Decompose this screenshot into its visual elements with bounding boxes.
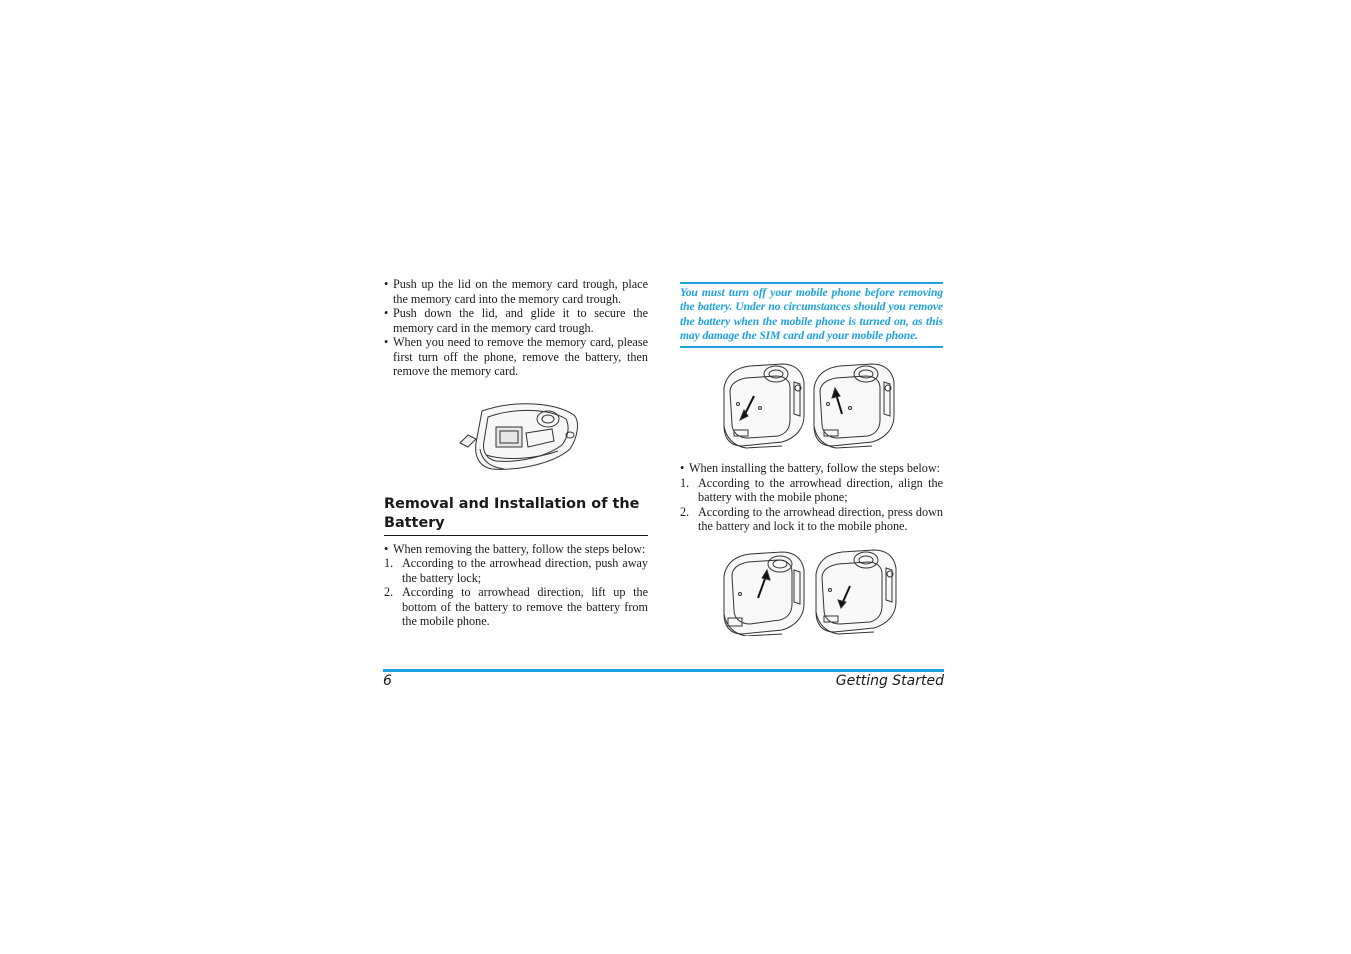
footer-chapter-title: Getting Started: [835, 673, 944, 689]
battery-removal-figure: [720, 358, 904, 450]
installation-steps-list: [680, 476, 943, 534]
list-item: • Push up the lid on the memory card trough, place the memory card into the memory card trough.: [384, 277, 648, 306]
footer-rule: [383, 669, 944, 672]
page-footer: [383, 669, 944, 689]
list-item: [680, 476, 943, 505]
step-text: According to the arrowhead direction, press down the battery and lock it to the mobile phone.: [698, 504, 943, 534]
step-text: According to the arrowhead direction, align the battery with the mobile phone;: [698, 475, 943, 505]
battery-removal-illustration: [720, 358, 904, 450]
battery-installation-figure: [720, 546, 904, 636]
list-item: [680, 505, 943, 534]
section-heading: Removal and Installation of the Battery: [384, 495, 648, 536]
right-column: [680, 277, 943, 636]
step-number: 1.: [680, 475, 690, 490]
left-column: [384, 277, 648, 629]
battery-installation-illustration: [720, 546, 904, 636]
step-number: 1.: [384, 556, 394, 570]
step-text: According to arrowhead direction, lift up the bottom of the battery to remove the battery from the mobile phone.: [402, 585, 648, 628]
list-item: • When installing the battery, follow the steps below:: [680, 461, 943, 476]
list-item: • When removing the battery, follow the steps below:: [384, 542, 648, 557]
warning-box: [680, 282, 943, 348]
warning-text: You must turn off your mobile phone before removing the battery. Under no circumstances should you remove the battery when the mobile phone is turned on, as this may damage the SIM card and your mobile phone.: [680, 286, 943, 342]
memory-card-figure: [446, 391, 586, 477]
removal-intro-list: [384, 542, 648, 557]
memory-card-bullet-list: [384, 277, 648, 379]
step-text: According to the arrowhead direction, push away the battery lock;: [402, 556, 648, 585]
installation-intro-list: [680, 461, 943, 476]
step-number: 2.: [680, 504, 690, 519]
list-item: [384, 585, 648, 629]
list-item: • Push down the lid, and glide it to secure the memory card in the memory card trough.: [384, 306, 648, 335]
memory-card-illustration: [446, 391, 586, 477]
removal-steps-list: [384, 556, 648, 629]
page-number: 6: [383, 673, 392, 689]
step-number: 2.: [384, 585, 394, 599]
list-item: • When you need to remove the memory card, please first turn off the phone, remove the battery, then remove the memory card.: [384, 335, 648, 379]
list-item: [384, 556, 648, 585]
